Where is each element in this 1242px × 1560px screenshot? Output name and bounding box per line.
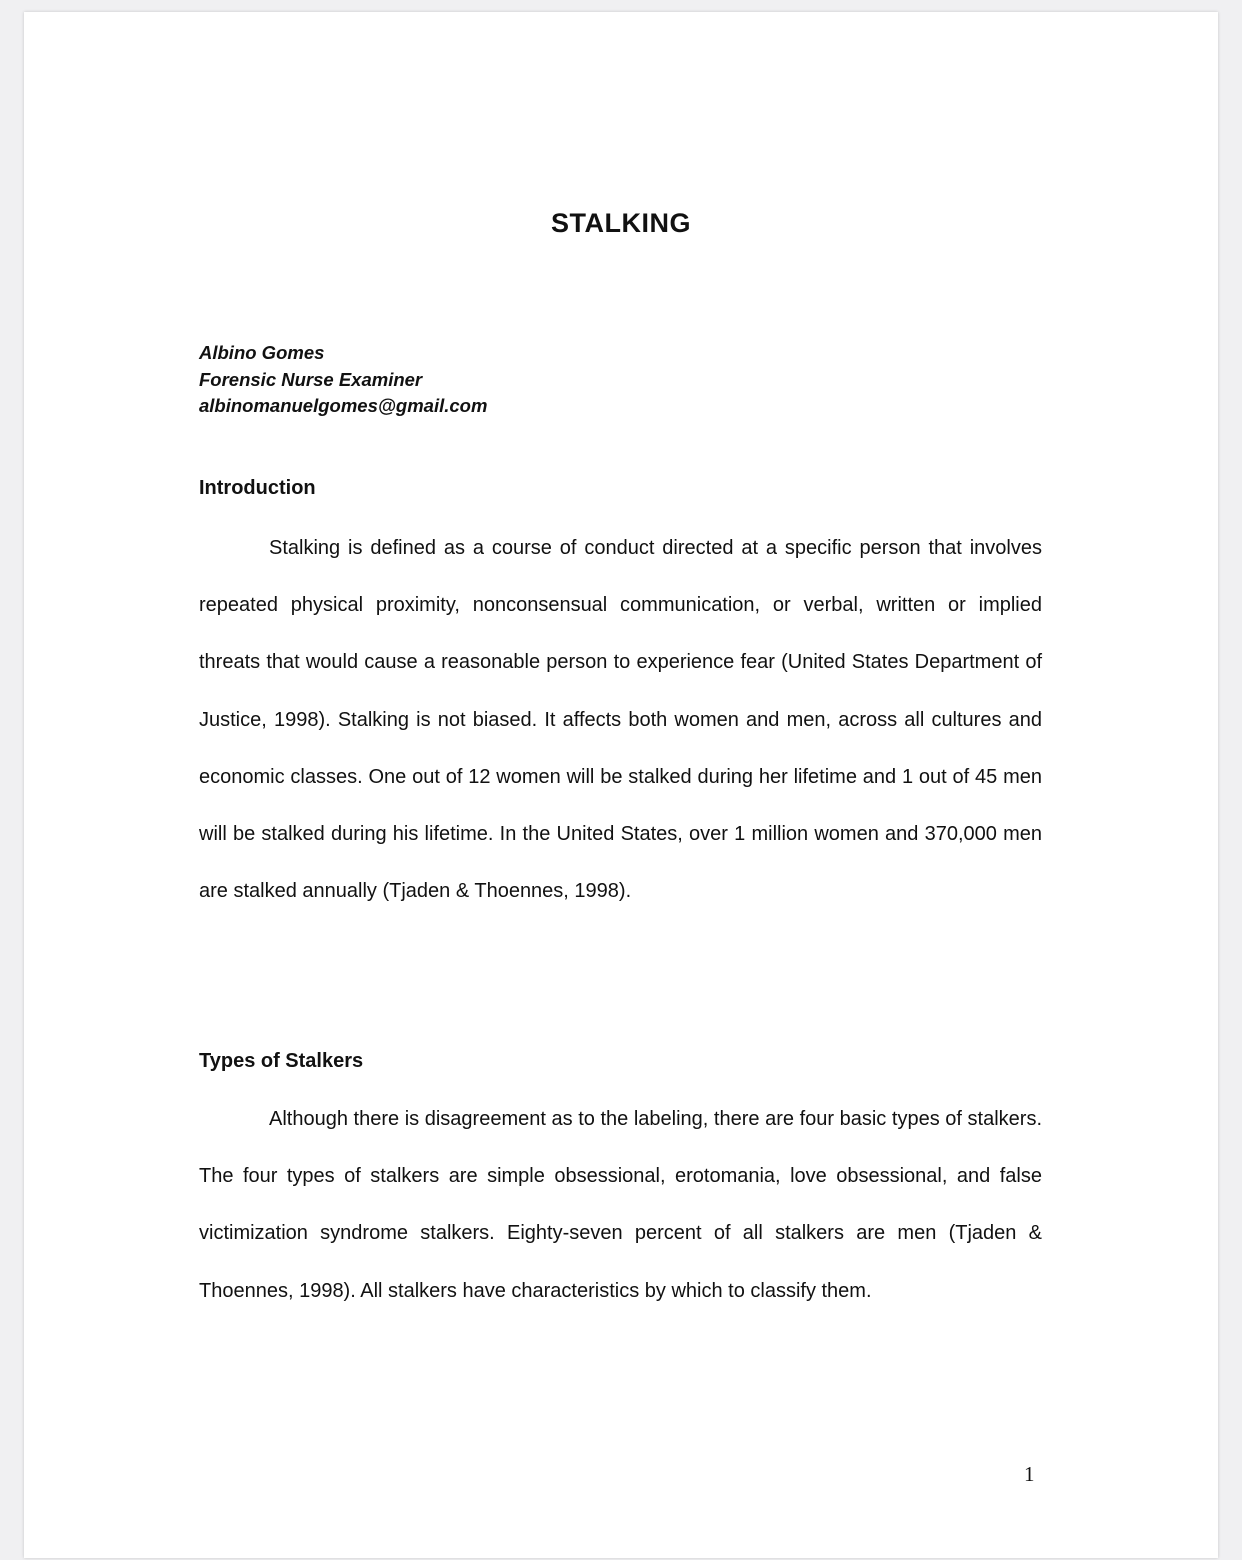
- document-page: [24, 12, 1218, 1558]
- author-name: Albino Gomes: [199, 342, 325, 363]
- document-title: STALKING: [551, 208, 691, 238]
- section-heading-introduction: Introduction: [199, 477, 316, 499]
- author-email: albinomanuelgomes@gmail.com: [199, 395, 488, 416]
- section-body-introduction: Stalking is defined as a course of conduct directed at a specific person that involves repeated physical proximity, nonconsensual communication, or verbal, written or implied threats that would cause a reasonable person to experience fear (United States Department of Justice, 1998). Stalking is not biased. It affects both women and men, across all cultures and economic classes. One out of 12 women will be stalked during her lifetime and 1 out of 45 men will be stalked during his lifetime. In the United States, over 1 million women and 370,000 men are stalked annually (Tjaden & Thoennes, 1998).: [199, 537, 1042, 903]
- section-heading-types-of-stalkers: Types of Stalkers: [199, 1050, 364, 1072]
- author-block: [199, 340, 487, 420]
- section-body-types-of-stalkers: Although there is disagreement as to the labeling, there are four basic types of stalkers. The four types of stalkers are simple obsessional, erotomania, love obsessional, and false victimization syndrome stalkers. Eighty-seven percent of all stalkers are men (Tjaden & Thoennes, 1998). All stalkers have characteristics by which to classify them.: [199, 1108, 1042, 1302]
- page-number: 1: [1024, 1462, 1035, 1486]
- author-role: Forensic Nurse Examiner: [199, 368, 423, 390]
